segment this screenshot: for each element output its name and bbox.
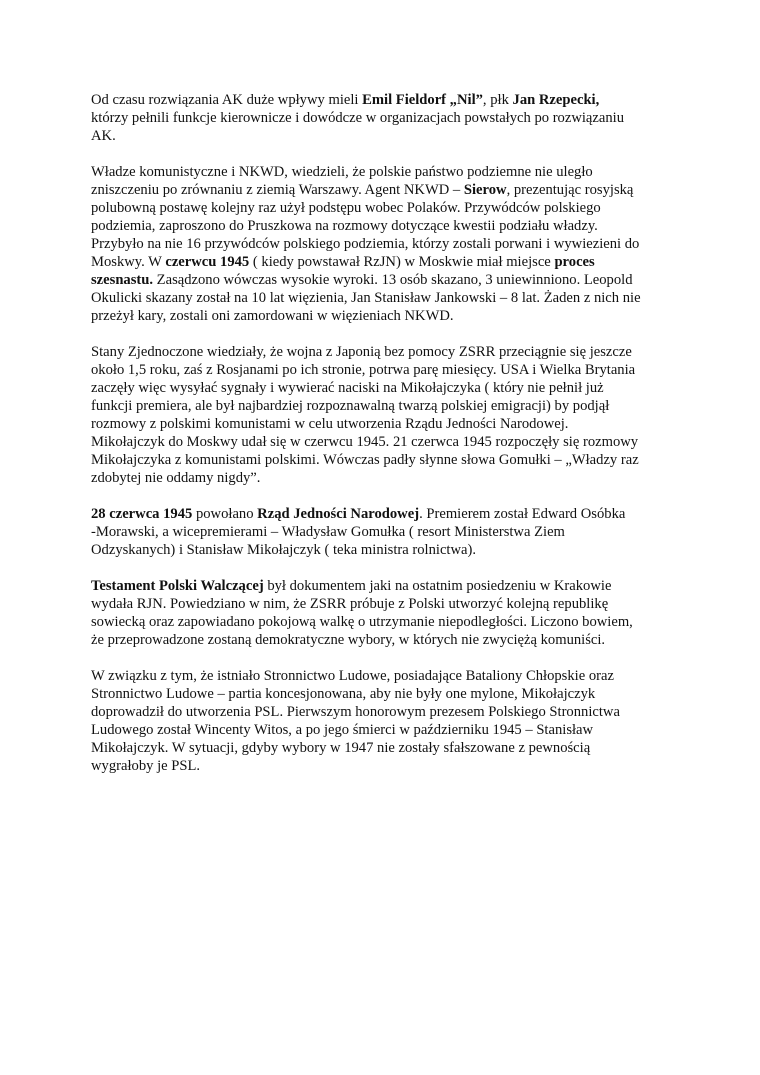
text-line — [91, 631, 681, 649]
text-run: wygrałoby je PSL. — [91, 758, 201, 774]
text-line — [91, 577, 681, 595]
text-line — [91, 127, 681, 145]
text-run: zdobytej nie oddamy nigdy”. — [91, 470, 261, 486]
text-line — [91, 307, 681, 325]
bold-text: proces — [554, 254, 595, 270]
text-line — [91, 433, 681, 451]
text-line — [91, 289, 681, 307]
bold-text: Emil Fieldorf „Nil” — [362, 92, 483, 108]
text-run: Moskwy. W — [91, 254, 166, 270]
text-line — [91, 379, 681, 397]
text-run: zaczęły więc wysyłać sygnały i wywierać naciski na Mikołajczyka ( który nie pełnił już — [91, 380, 604, 396]
text-run: około 1,5 roku, zaś z Rosjanami po ich stronie, potrwa parę miesięcy. USA i Wielka Brytania — [91, 362, 636, 378]
text-line — [91, 253, 681, 271]
text-line — [91, 343, 681, 361]
text-line — [91, 595, 681, 613]
text-run: Stany Zjednoczone wiedziały, że wojna z Japonią bez pomocy ZSRR przeciągnie się jeszcze — [91, 344, 632, 360]
text-run: przeżył kary, zostali oni zamordowani w więzieniach NKWD. — [91, 308, 454, 324]
text-run: , płk — [482, 92, 513, 108]
text-run: Ludowego został Wincenty Witos, a po jego śmierci w październiku 1945 – Stanisław — [91, 722, 594, 738]
text-run: Mikołajczyk do Moskwy udał się w czerwcu 1945. 21 czerwca 1945 rozpoczęły się rozmowy — [91, 434, 639, 450]
paragraph — [91, 667, 681, 775]
bold-text: Rząd Jedności Narodowej — [257, 506, 420, 522]
text-run: -Morawski, a wicepremierami – Władysław Gomułka ( resort Ministerstwa Ziem — [91, 524, 565, 540]
text-line — [91, 271, 681, 289]
text-run: . Premierem został Edward Osóbka — [419, 506, 626, 522]
paragraph — [91, 343, 681, 487]
text-line — [91, 361, 681, 379]
text-run: wydała RJN. Powiedziano w nim, że ZSRR próbuje z Polski utworzyć kolejną republikę — [91, 596, 609, 612]
text-run: AK. — [91, 128, 116, 144]
text-line — [91, 613, 681, 631]
bold-text: Sierow — [463, 182, 507, 198]
text-run: Władze komunistyczne i NKWD, wiedzieli, że polskie państwo podziemne nie uległo — [91, 164, 593, 180]
text-run: którzy pełnili funkcje kierownicze i dowódcze w organizacjach powstałych po rozwiązaniu — [91, 110, 625, 126]
bold-text: 28 czerwca 1945 — [91, 506, 193, 522]
text-run: Odzyskanych) i Stanisław Mikołajczyk ( teka ministra rolnictwa). — [91, 542, 477, 558]
text-run: zniszczeniu po zrównaniu z ziemią Warszawy. Agent NKWD – — [91, 182, 464, 198]
text-line — [91, 163, 681, 181]
text-line — [91, 685, 681, 703]
text-run: był dokumentem jaki na ostatnim posiedzeniu w Krakowie — [263, 578, 612, 594]
text-line — [91, 199, 681, 217]
paragraph — [91, 577, 681, 649]
text-line — [91, 739, 681, 757]
bold-text: Jan Rzepecki, — [512, 92, 600, 108]
text-line — [91, 505, 681, 523]
text-run: podziemia, zaproszono do Pruszkowa na rozmowy dotyczące kwestii podziału władzy. — [91, 218, 598, 234]
paragraph — [91, 505, 681, 559]
text-run: W związku z tym, że istniało Stronnictwo Ludowe, posiadające Bataliony Chłopskie oraz — [91, 668, 614, 684]
bold-text: Testament Polski Walczącej — [91, 578, 264, 594]
bold-text: czerwcu 1945 — [165, 254, 250, 270]
text-run: sowiecką oraz zapowiadano pokojową walkę o utrzymanie niepodległości. Liczono bowiem, — [91, 614, 633, 630]
paragraph — [91, 91, 681, 145]
text-run: Od czasu rozwiązania AK duże wpływy mieli — [91, 92, 363, 108]
text-line — [91, 109, 681, 127]
text-line — [91, 667, 681, 685]
text-run: Zasądzono wówczas wysokie wyroki. 13 osób skazano, 3 uniewinniono. Leopold — [153, 272, 633, 288]
text-run: Przybyło na nie 16 przywódców polskiego podziemia, którzy zostali porwani i wywiezieni do — [91, 236, 640, 252]
text-run: doprowadził do utworzenia PSL. Pierwszym honorowym prezesem Polskiego Stronnictwa — [91, 704, 620, 720]
bold-text: szesnastu. — [91, 272, 154, 288]
text-run: Mikołajczyk. W sytuacji, gdyby wybory w 1947 nie zostały sfałszowane z pewnością — [91, 740, 591, 756]
document-body — [91, 91, 681, 793]
text-run: powołano — [192, 506, 258, 522]
text-run: rozmowy z polskimi komunistami w celu utworzenia Rządu Jedności Narodowej. — [91, 416, 569, 432]
text-line — [91, 415, 681, 433]
text-line — [91, 721, 681, 739]
text-run: Okulicki skazany został na 10 lat więzienia, Jan Stanisław Jankowski – 8 lat. Żaden z nich nie — [91, 290, 641, 306]
text-line — [91, 397, 681, 415]
text-line — [91, 703, 681, 721]
paragraph — [91, 163, 681, 325]
text-line — [91, 235, 681, 253]
text-line — [91, 523, 681, 541]
text-line — [91, 541, 681, 559]
text-run: Mikołajczyka z komunistami polskimi. Wówczas padły słynne słowa Gomułki – „Władzy raz — [91, 452, 639, 468]
text-line — [91, 469, 681, 487]
text-run: że przeprowadzone zostaną demokratyczne wybory, w których nie zwyciężą komuniści. — [91, 632, 606, 648]
text-run: funkcji premiera, ale był najbardziej rozpoznawalną twarzą polskiej emigracji) by podjął — [91, 398, 610, 414]
text-line — [91, 91, 681, 109]
text-line — [91, 757, 681, 775]
text-line — [91, 181, 681, 199]
text-line — [91, 217, 681, 235]
text-run: polubowną postawę kolejny raz użył podstępu wobec Polaków. Przywódców polskiego — [91, 200, 601, 216]
text-run: ( kiedy powstawał RzJN) w Moskwie miał miejsce — [249, 254, 555, 270]
text-line — [91, 451, 681, 469]
text-run: Stronnictwo Ludowe – partia koncesjonowana, aby nie były one mylone, Mikołajczyk — [91, 686, 596, 702]
text-run: , prezentując rosyjską — [506, 182, 634, 198]
